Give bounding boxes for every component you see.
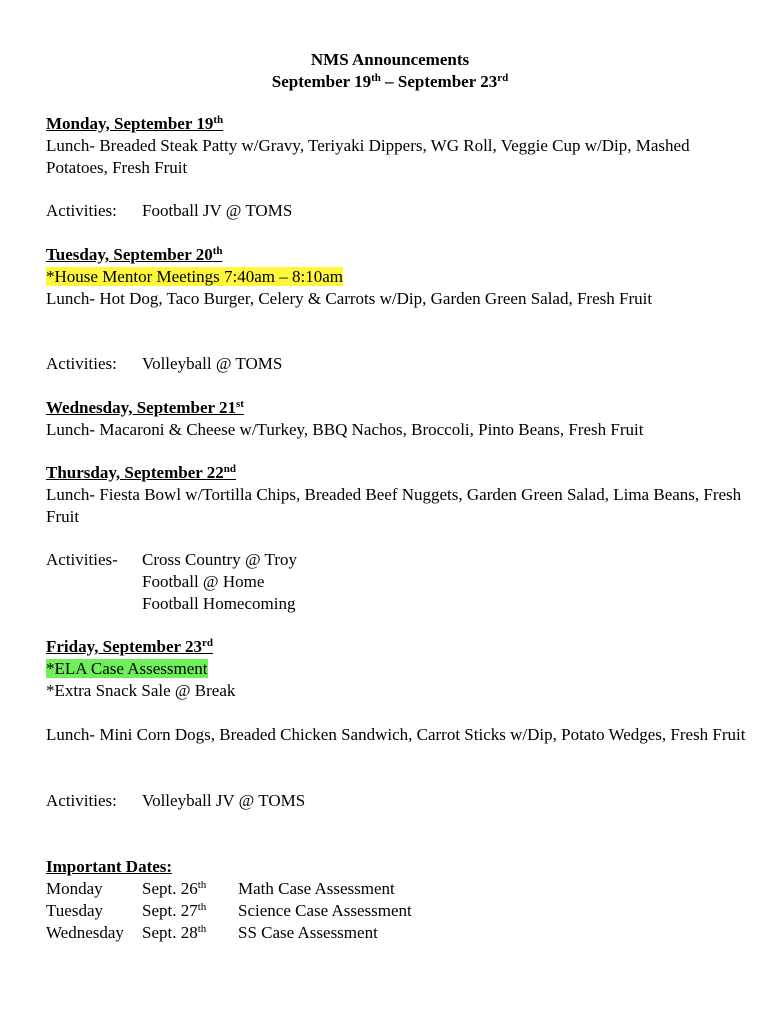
date-event: Science Case Assessment <box>238 901 412 920</box>
friday-activities <box>46 790 746 812</box>
activity-item: Football JV @ TOMS <box>142 201 293 220</box>
date-event: SS Case Assessment <box>238 923 378 942</box>
activity-list <box>142 549 297 615</box>
date-day: Tuesday <box>46 901 103 920</box>
activity-item: Volleyball JV @ TOMS <box>142 791 306 810</box>
thursday-section <box>46 462 746 528</box>
monday-title: Monday, September 19th <box>46 114 224 133</box>
wednesday-title: Wednesday, September 21st <box>46 398 244 417</box>
activities-label: Activities: <box>46 201 117 220</box>
date-value: Sept. 27th <box>142 901 207 920</box>
document-header <box>0 49 780 93</box>
friday-lunch: Lunch- Mini Corn Dogs, Breaded Chicken Sandwich, Carrot Sticks w/Dip, Potato Wedges, Fresh Fruit <box>46 725 746 744</box>
date-value: Sept. 28th <box>142 923 207 942</box>
date-value: Sept. 26th <box>142 879 207 898</box>
tuesday-section <box>46 244 746 310</box>
date-event: Math Case Assessment <box>238 879 395 898</box>
wednesday-lunch: Lunch- Macaroni & Cheese w/Turkey, BBQ Nachos, Broccoli, Pinto Beans, Fresh Fruit <box>46 420 644 439</box>
date-row <box>46 900 746 922</box>
activities-label: Activities: <box>46 791 117 810</box>
tuesday-lunch: Lunch- Hot Dog, Taco Burger, Celery & Carrots w/Dip, Garden Green Salad, Fresh Fruit <box>46 289 653 308</box>
highlighted-note: *ELA Case Assessment <box>46 659 208 678</box>
thursday-lunch: Lunch- Fiesta Bowl w/Tortilla Chips, Breaded Beef Nuggets, Garden Green Salad, Lima Beans, Fresh Fruit <box>46 485 742 526</box>
date-row <box>46 922 746 944</box>
thursday-title: Thursday, September 22nd <box>46 463 236 482</box>
document-title: NMS Announcements <box>310 50 470 69</box>
friday-note-2: *Extra Snack Sale @ Break <box>46 681 236 700</box>
thursday-activities <box>46 549 746 615</box>
friday-section <box>46 636 746 702</box>
activity-item: Cross Country @ Troy <box>142 550 298 569</box>
tuesday-title: Tuesday, September 20th <box>46 245 223 264</box>
activities-label: Activities- <box>46 550 118 569</box>
important-dates <box>46 856 746 944</box>
date-row <box>46 878 746 900</box>
wednesday-section <box>46 397 746 441</box>
monday-section <box>46 113 746 179</box>
friday-title: Friday, September 23rd <box>46 637 213 656</box>
activity-item: Volleyball @ TOMS <box>142 354 283 373</box>
date-day: Monday <box>46 879 103 898</box>
friday-note <box>46 658 746 680</box>
monday-lunch: Lunch- Breaded Steak Patty w/Gravy, Teriyaki Dippers, WG Roll, Veggie Cup w/Dip, Mashed Potatoes, Fresh Fruit <box>46 136 690 177</box>
activities-label: Activities: <box>46 354 117 373</box>
important-dates-title: Important Dates: <box>46 857 173 876</box>
date-day: Wednesday <box>46 923 124 942</box>
monday-activities <box>46 200 746 222</box>
date-range: September 19th – September 23rd <box>271 72 509 91</box>
highlighted-note: *House Mentor Meetings 7:40am – 8:10am <box>46 267 343 286</box>
tuesday-activities <box>46 353 746 375</box>
activity-item: Football @ Home <box>142 572 265 591</box>
tuesday-note <box>46 266 746 288</box>
activity-item: Football Homecoming <box>142 594 296 613</box>
